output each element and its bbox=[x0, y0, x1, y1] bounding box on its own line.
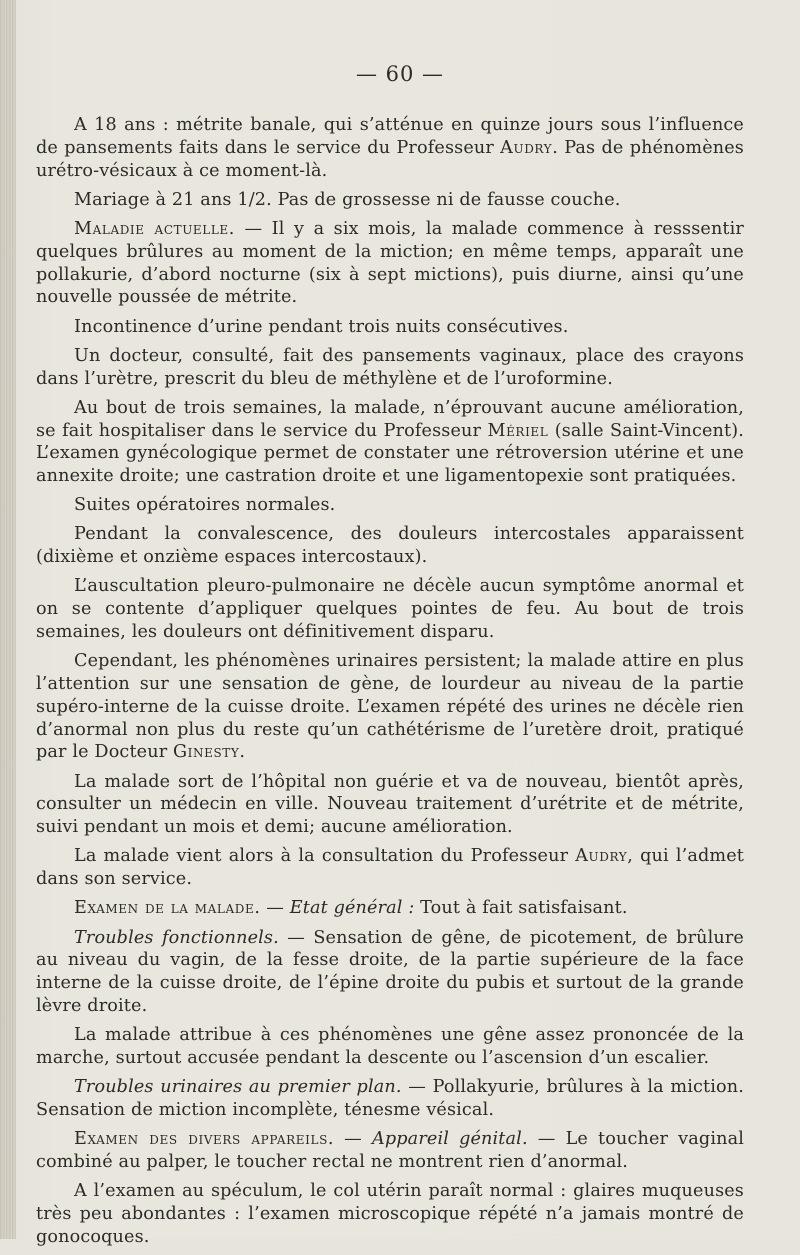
body-text bbox=[36, 114, 744, 1255]
text-run: — bbox=[334, 1129, 372, 1150]
text-run: — Il y a six mois, la malade commence à resssentir quelques brûlures au moment de la miction; en même temps, apparaît une pollakurie, d’abord nocturne (six à sept mictions), puis diurne, ainsi qu’une nouvelle poussée de métrite. bbox=[36, 218, 744, 308]
paragraph-phenomenes bbox=[36, 650, 744, 764]
small-caps-name: Mériel bbox=[487, 420, 549, 441]
text-run: . Pas de phénomènes urétro-vésicaux à ce moment-là. bbox=[36, 137, 744, 181]
text-run: — Sensation de gêne, de picotement, de brûlure au niveau du vagin, de la fesse droite, de la partie supérieure de la face interne de la cuisse droite, de l’épine droite du pubis et surtout de la grande lèvre droite. bbox=[36, 927, 744, 1016]
section-heading: Examen de la malade. bbox=[74, 898, 261, 919]
page-number: — 60 — bbox=[355, 62, 445, 86]
text-run: Cependant, les phénomènes urinaires persistent; la malade attire en plus l’attention sur une sensation de gène, de lourdeur au niveau de la partie supéro-interne de la cuisse droite. L’examen répété des urines ne décèle rien d’anormal non plus du reste qu’un cathétérisme de l’uretère droit, pratiqué par le Docteur bbox=[36, 651, 744, 763]
text-run: — Pollakyurie, brûlures à la miction. Sensation de miction incomplète, ténesme vésical. bbox=[36, 1077, 745, 1120]
italic-subheading: Etat général : bbox=[289, 898, 415, 919]
paragraph-mariage: Mariage à 21 ans 1/2. Pas de grossesse ni de fausse couche. bbox=[74, 189, 621, 210]
paragraph-troubles-fonctionnels bbox=[36, 927, 744, 1018]
paragraph-auscultation: L’auscultation pleuro-pulmonaire ne décèle aucun symptôme anormal et on se contente d’appliquer quelques pointes de feu. Au bout de trois semaines, les douleurs ont définitivement disparu. bbox=[36, 576, 744, 643]
text-run: A 18 ans : métrite banale, qui s’atténue en quinze jours sous l’influence de pansements faits dans le service du Professeur bbox=[36, 115, 744, 158]
text-run: Au bout de trois semaines, la malade, n’éprouvant aucune amélioration, se fait hospitaliser dans le service du Professeur bbox=[36, 397, 744, 441]
paragraph-hospitalisation bbox=[36, 397, 744, 488]
paragraph-appareils bbox=[36, 1128, 744, 1174]
section-heading: Examen des divers appareils. bbox=[74, 1129, 335, 1150]
small-caps-name: Audry bbox=[575, 846, 628, 867]
paragraph-docteur: Un docteur, consulté, fait des pansements vaginaux, place des crayons dans l’urètre, prescrit du bleu de méthylène et de l’uroformine. bbox=[36, 345, 744, 389]
text-run: La malade vient alors à la consultation du Professeur bbox=[74, 846, 576, 867]
text-run: Tout à fait satisfaisant. bbox=[414, 898, 628, 919]
text-run: . bbox=[239, 742, 246, 763]
paragraph-suites: Suites opératoires normales. bbox=[74, 495, 336, 516]
small-caps-name: Ginesty bbox=[173, 742, 240, 763]
paragraph-speculum: A l’examen au spéculum, le col utérin paraît normal : glaires muqueuses très peu abondantes : l’examen microscopique répété n’a jamais montré de gonocoques. bbox=[36, 1181, 744, 1247]
italic-subheading: Troubles fonctionnels. bbox=[74, 927, 279, 948]
italic-subheading: Appareil génital. bbox=[372, 1129, 528, 1150]
book-spine-edge bbox=[0, 0, 16, 1239]
text-run: — bbox=[260, 898, 290, 919]
paragraph-consultation bbox=[36, 845, 744, 891]
paragraph-troubles-urinaires bbox=[36, 1076, 744, 1122]
section-heading: Maladie actuelle. bbox=[74, 218, 235, 239]
text-run: , qui l’admet dans son service. bbox=[36, 846, 744, 890]
italic-subheading: Troubles urinaires au premier plan. bbox=[74, 1077, 402, 1098]
small-caps-name: Audry bbox=[500, 137, 553, 158]
paragraph-convalescence: Pendant la convalescence, des douleurs intercostales apparaissent (dixième et onzième espaces intercostaux). bbox=[36, 524, 744, 568]
paragraph-examen bbox=[36, 897, 744, 920]
text-run: (salle Saint-Vincent). L’examen gynécologique permet de constater une rétroversion utérine et une annexite droite; une castration droite et une ligamentopexie sont pratiquées. bbox=[36, 420, 744, 487]
paragraph-maladie-actuelle bbox=[36, 218, 744, 309]
text-run: — Le toucher vaginal combiné au palper, le toucher rectal ne montrent rien d’anormal. bbox=[36, 1129, 744, 1172]
paragraph-metrite bbox=[36, 114, 744, 182]
paragraph-gene: La malade attribue à ces phénomènes une gêne assez prononcée de la marche, surtout accusée pendant la descente ou l’ascension d’un escalier. bbox=[36, 1025, 744, 1068]
paragraph-incontinence: Incontinence d’urine pendant trois nuits consécutives. bbox=[74, 316, 569, 337]
paragraph-sortie: La malade sort de l’hôpital non guérie et va de nouveau, bientôt après, consulter un médecin en ville. Nouveau traitement d’urétrite et de métrite, suivi pendant un mois et demi; aucune amélioration. bbox=[36, 771, 744, 838]
